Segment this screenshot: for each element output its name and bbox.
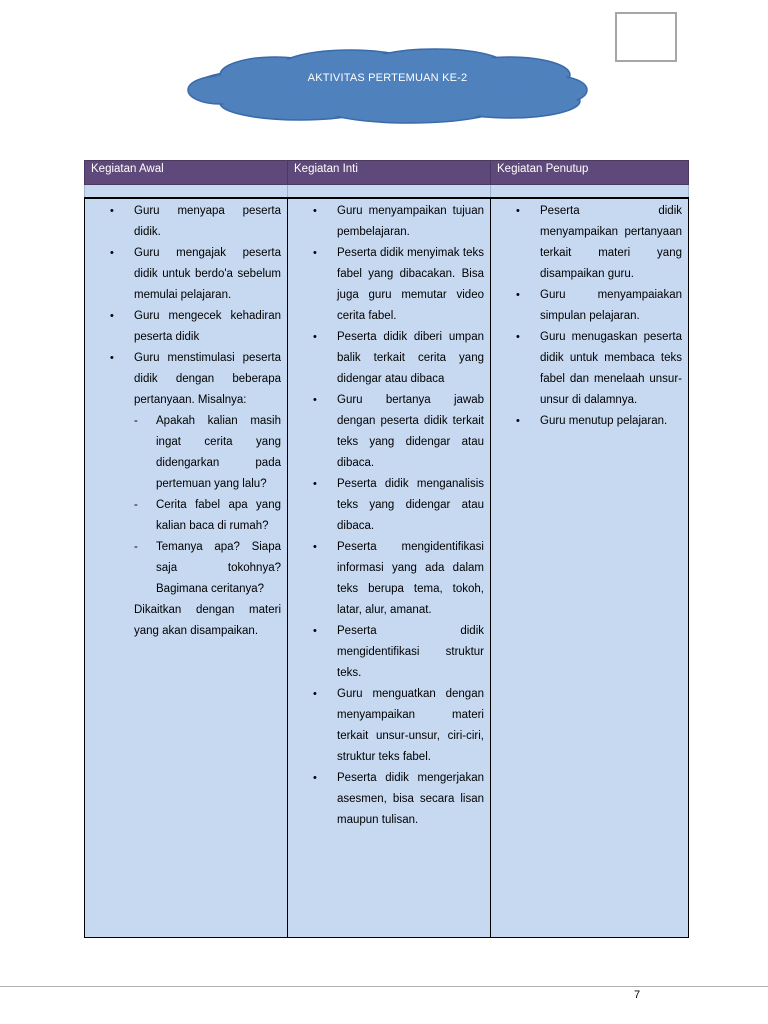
activity-table [84,160,689,938]
page-number: 7 [634,989,641,1001]
cell-kegiatan-inti [288,198,491,938]
list-item: • Guru menstimulasi peserta didik dengan beberapa pertanyaan. Misalnya: [107,348,281,411]
list-item: • Guru menugaskan peserta didik untuk membaca teks fabel dan menelaah unsur-unsur di dalamnya. [513,327,682,411]
list-item: • Peserta didik menyimak teks fabel yang dibacakan. Bisa juga guru memutar video cerita fabel. [310,243,484,327]
list-item: • Guru menguatkan dengan menyampaikan materi terkait unsur-unsur, ciri-ciri, struktur teks fabel. [310,684,484,768]
list-item: • Peserta mengidentifikasi informasi yang ada dalam teks berupa tema, tokoh, latar, alur, amanat. [310,537,484,621]
header-kegiatan-awal: Kegiatan Awal [85,161,288,185]
title-cloud [180,45,595,125]
spacer-cell [491,185,689,198]
corner-box [615,12,677,62]
spacer-cell [85,185,288,198]
list-item: • Guru bertanya jawab dengan peserta didik terkait teks yang didengar atau dibaca. [310,390,484,474]
closing-note: Dikaitkan dengan materi yang akan disampaikan. [134,603,281,637]
list-item: • Guru menyampaikan tujuan pembelajaran. [310,201,484,243]
footer-divider [0,986,768,987]
question-item: - Cerita fabel apa yang kalian baca di rumah? [134,495,281,537]
question-item: - Apakah kalian masih ingat cerita yang didengarkan pada pertemuan yang lalu? [134,411,281,495]
list-item: • Peserta didik menyampaikan pertanyaan terkait materi yang disampaikan guru. [513,201,682,285]
header-kegiatan-inti: Kegiatan Inti [288,161,491,185]
list-item: • Guru menyampaiakan simpulan pelajaran. [513,285,682,327]
list-item: • Guru menyapa peserta didik. [107,201,281,243]
cloud-shape [180,45,595,125]
list-item: • Guru mengecek kehadiran peserta didik [107,306,281,348]
header-kegiatan-penutup: Kegiatan Penutup [491,161,689,185]
cloud-title: AKTIVITAS PERTEMUAN KE-2 [307,72,468,84]
list-item: • Guru mengajak peserta didik untuk berdo'a sebelum memulai pelajaran. [107,243,281,306]
question-list [134,411,281,600]
cell-kegiatan-penutup [491,198,689,938]
list-item: • Peserta didik mengidentifikasi struktur teks. [310,621,484,684]
list-item: • Peserta didik menganalisis teks yang didengar atau dibaca. [310,474,484,537]
question-item: - Temanya apa? Siapa saja tokohnya? Bagimana ceritanya? [134,537,281,600]
cell-kegiatan-awal [85,198,288,938]
list-item: • Peserta didik mengerjakan asesmen, bisa secara lisan maupun tulisan. [310,768,484,831]
list-item: • Peserta didik diberi umpan balik terkait cerita yang didengar atau dibaca [310,327,484,390]
spacer-cell [288,185,491,198]
list-item: • Guru menutup pelajaran. [513,411,682,432]
